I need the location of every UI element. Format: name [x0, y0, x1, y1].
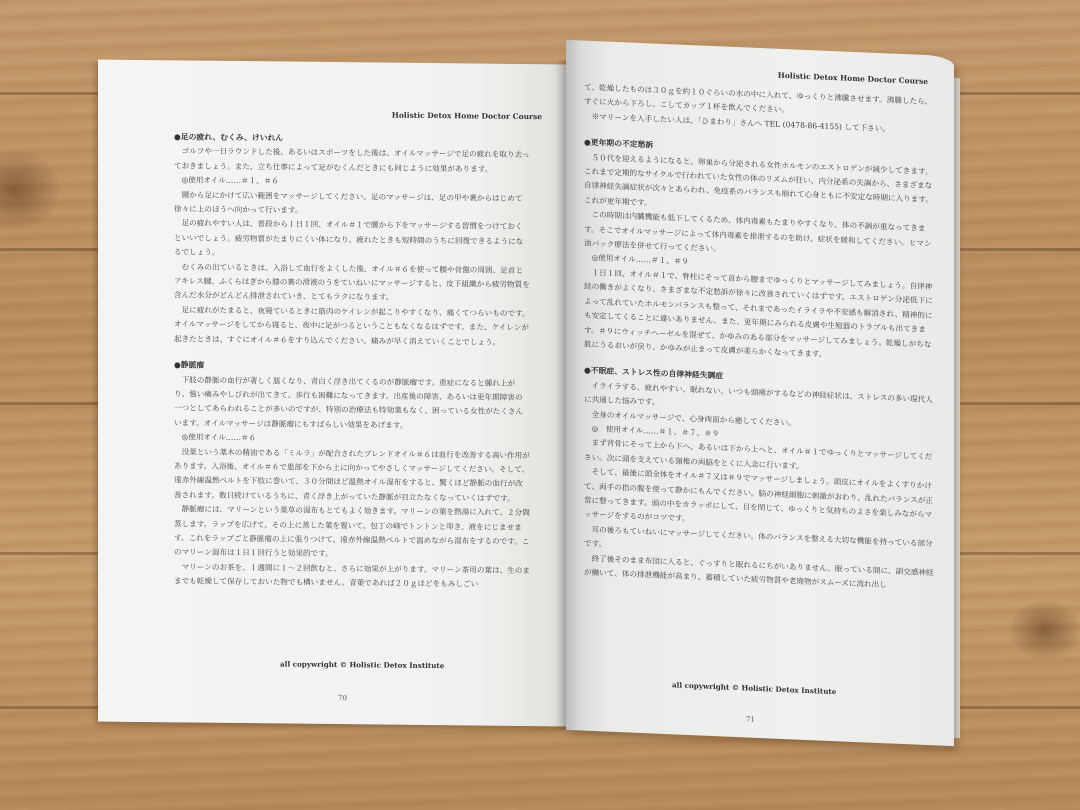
wood-knot — [1010, 600, 1080, 660]
paragraph: 耳の後ろもていねいにマッサージしてください。体のバランスを整える大切な機能を持っている部分です。 — [584, 524, 933, 549]
paragraph: 静脈瘤には、マリーンという薬草の湿布もとてもよく効きます。マリーンの葉を熱湯に入れて、２分間蒸します。ラップを広げて、その上に蒸した葉を置いて、包丁の峰でトントンと叩き、液をにじませます。これをラップごと静脈瘤の上に張りつけて、遠赤外線温熱ベルトで温めながら湿布をするのです。このマリーン湿布は１日１回行うと効果的です。 — [174, 504, 530, 559]
right-page — [566, 40, 954, 746]
paragraph: マリーンのお茶を、１週間に１〜２回飲むと、さらに効果が上がります。マリーン茶用の葉は、生のままでも乾燥して保存しておいた物でも構いません。青葉であれば２０ｇほどをもみしごい — [174, 562, 530, 589]
paragraph: 全身のオイルマッサージで、心身両面から癒してください。 — [584, 409, 796, 428]
paragraph: 腰から足にかけて広い範囲をマッサージしてください。足のマッサージは、足の甲や裏からはじめて徐々に上のほうへ向かって行います。 — [174, 189, 523, 215]
paragraph: 足の疲れやすい人は、普段から１日１回、オイル＃１で腰から下をマッサージする習慣をつけておくといいでしょう。疲労物質がたまりにくい体になり、疲れたときも短時間のうちに回復できるようになるでしょう。 — [174, 218, 524, 258]
right-page-body — [584, 81, 936, 595]
paragraph: １日１回、オイル＃１で、脊柱にそって首から腰までゆっくりとマッサージしてみましょう。自律神経の働きがよくなり、さまざまな不定愁訴が徐々に改善されていくはずです。エストロゲン分泌低下によって乱れていたホルモンバランスも整って、それまであったイライラや不安感も解消され、精神的にも安定してくることに違いありません。また、更年期にみられる皮膚や生殖器のトラブルも出てきます。＃９にウィッチヘーゼルを混ぜて、かゆみのある部分をマッサージしてみましょう。乾燥しがちな肌にうるおいが戻り、かゆみが止まって皮膚が柔らかくなってきます。 — [584, 267, 933, 359]
paragraph: ◎使用オイル……＃１、＃６ — [174, 175, 279, 186]
section-heading: ●不眠症、ストレス性の自律神経失調症 — [584, 365, 724, 381]
paragraph: ゴルフや一日ラウンドした後、あるいはスポーツをした後は、オイルマッサージで足の疲れを取り去っておきましょう。また、立ち仕事によって足がむくんだときにも同じように効果があります。 — [174, 146, 530, 174]
paragraph: むくみの出ているときは、入浴して血行をよくした後、オイル＃６を使って腰や骨盤の周囲、足首とアキレス腱、ふくらはぎから膝の裏の滑液のうをていねいにマッサージすると、皮下組織から疲労物質を含んだ水分がどんどん排泄されていき、とてもラクになります。 — [174, 261, 530, 303]
left-page-footer: all copywright © Holistic Detox Institute — [280, 659, 445, 671]
section-heading: ●静脈瘤 — [174, 360, 205, 370]
paragraph: ※マリーンを入手したい人は、「ひまわり」さんへ TEL (0478-86-4155) して下さい。 — [584, 111, 890, 134]
right-page-footer: all copywright © Holistic Detox Institute — [672, 680, 837, 697]
paragraph: 終了後そのまま布団に入ると、ぐっすりと眠れるにちがいありません。眠っている間に、副交感神経が働いて、体の排泄機能が高まり、蓄積していた疲労物質や老廃物がスムーズに流れ出し — [584, 553, 934, 590]
left-page — [98, 60, 568, 727]
left-page-body — [174, 130, 530, 592]
paragraph: ◎使用オイル……＃１、＃９ — [584, 253, 689, 267]
section-heading: ●足の疲れ、むくみ、けいれん — [174, 132, 284, 143]
left-page-header: Holistic Detox Home Doctor Course — [391, 110, 542, 122]
right-page-number: 71 — [746, 715, 755, 724]
section-heading: ●更年期の不定愁訴 — [584, 137, 654, 150]
paragraph: まず背骨にそって上から下へ、あるいは下から上へと、オイル＃１でゆっくりとマッサージしてください。次に頭を支えている頸椎の両脇をとくに入念に行います。 — [584, 437, 933, 471]
paragraph: て、乾燥したものは３０ｇを約１０ぐらいの水の中に入れて、ゆっくりと沸騰させます。沸騰したら、すぐに火から下ろし、こしてカップ１杯を飲んでください。 — [584, 82, 933, 115]
paragraph: イライラする、疲れやすい、眠れない、いつも頭痛がするなどの神経症状は、ストレスの多い現代人に共通した悩みです。 — [584, 380, 933, 407]
paragraph: 没薬という薬木の精油である「ミルラ」が配合されたブレンドオイル＃６は血行を改善する高い作用があります。入浴後、オイル＃６で患部を下から上に向かってやさしくマッサージしてください。そして、遠赤外線温熱ベルトを下肢に巻いて、３０分間ほど温熱オイル湿布をすると、驚くほど静脈の血行が改善されます。数日続けているうちに、青く浮き上がっていた静脈が目立たなくなっていくはずです。 — [174, 446, 530, 503]
paragraph: この時期は内臓機能も低下してくるため、体内毒素もたまりやすくなり、体の不調が重なってきます。そこでオイルマッサージによって体内毒素を排泄するのを助け、症状を緩和してください。ヒマシ油パック療法を併せて行ってください。 — [584, 209, 932, 254]
paragraph: そして、最後に頭全体をオイル＃７又は＃９でマッサージしましょう。頭皮にオイルをよくすりかけて、両手の指の腹を使って静かにもんでください。脳の神経細胞に刺激がおわり、乱れたバランスが正常に整ってきます。頭の中をカラッポにして、目を閉じて、ゆっくりと気持ちのよさを楽しみながらマッサージをするのがコツです。 — [584, 466, 933, 524]
paragraph: ５０代を迎えるようになると、卵巣から分泌される女性ホルモンのエストロゲンが減少してきます。これまで定期的なサイクルで行われていた女性の体のリズムが狂い、内分泌系の失調から、さまざまな自律神経失調症状が次々とあらわれ、免疫系のバランスも崩れて心身ともに不安定な時期に入ります。これが更年期です。 — [584, 152, 933, 208]
wood-knot — [0, 150, 60, 230]
right-page-header: Holistic Detox Home Doctor Course — [777, 70, 928, 87]
paragraph: 足に疲れがたまると、夜寝ているときに筋肉のケイレンが起こりやすくなり、痛くてつらいものです。オイルマッサージをしてから寝ると、夜中に足がつるということもなくなるはずです。また、ケイレンが起きたときは、すぐにオイル＃６をすり込んでください。痛みが早く消えていくことでしょう。 — [174, 305, 530, 347]
paragraph: 下肢の静脈の血行が著しく悪くなり、青白く浮き出てくるのが静脈瘤です。重症になると腫れ上がり、強い痛みやしびれが出てきて、歩行も困難になってきます。出産後の障害、あるいは更年期障害の一つとしてあらわれることが多いのですが、特別の治療法も特効薬もなく、困っている女性がたくさんいます。オイルマッサージは静脈瘤にもすばらしい効果をあげます。 — [174, 374, 524, 430]
left-page-number: 70 — [338, 694, 347, 703]
paragraph: ◎ 使用オイル……＃１、＃７、＃９ — [584, 423, 720, 439]
paragraph: ◎使用オイル……＃６ — [174, 432, 257, 443]
